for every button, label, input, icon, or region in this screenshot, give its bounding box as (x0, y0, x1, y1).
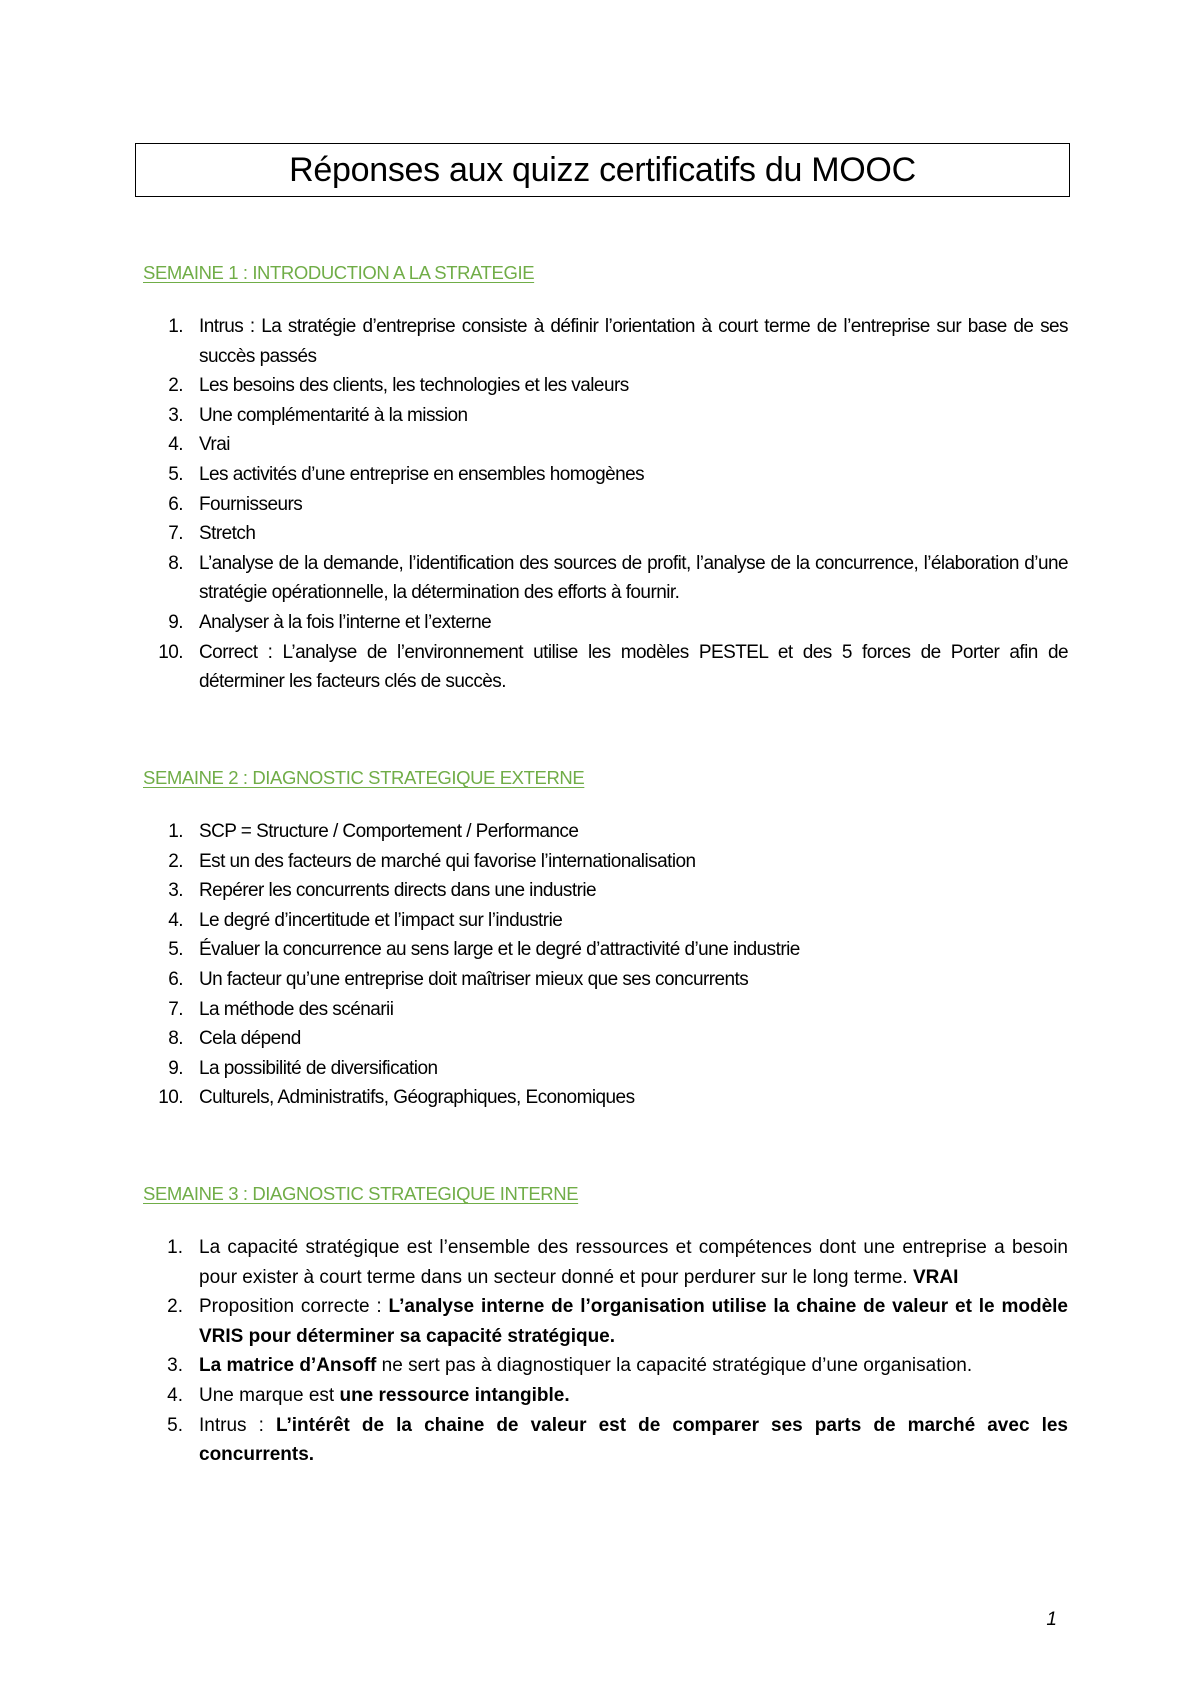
list-item-text: La méthode des scénarii (199, 998, 394, 1020)
list-item-number: 8. (168, 552, 183, 574)
list-item-text: Analyser à la fois l’interne et l’externe (199, 611, 492, 633)
list-item-number: 1. (168, 316, 183, 337)
list-item-number: 2. (168, 850, 183, 872)
text-run: Intrus : (199, 1414, 276, 1436)
list-item-number: 2. (167, 1296, 183, 1318)
list-item-number: 4. (168, 909, 183, 931)
bold-text: VRAI (912, 1266, 959, 1288)
list-item-text: Une complémentarité à la mission (199, 404, 468, 426)
list-item-text (199, 1381, 1068, 1411)
list-item-text: Un facteur qu’une entreprise doit maîtriser mieux que ses concurrents (199, 968, 749, 990)
list-item-text: Le degré d’incertitude et l’impact sur l’industrie (199, 909, 563, 931)
list-item-number: 7. (168, 998, 183, 1020)
week2-heading: SEMAINE 2 : DIAGNOSTIC STRATEGIQUE EXTERNE (143, 767, 585, 788)
list-item-number: 2. (168, 375, 183, 397)
week3-section (143, 1183, 1068, 1470)
week1-section (143, 262, 1068, 697)
list-item-number: 3. (168, 880, 183, 902)
list-item-number: 10. (158, 1087, 183, 1109)
week2-answer-list (143, 817, 1068, 1113)
list-item (143, 549, 1068, 608)
bold-text: La matrice d’Ansoff (199, 1355, 377, 1377)
list-item-number: 8. (168, 1028, 183, 1050)
list-item-text: Repérer les concurrents directs dans une industrie (199, 880, 597, 902)
document-title: Réponses aux quizz certificatifs du MOOC (135, 143, 1070, 197)
list-item-text: La possibilité de diversification (199, 1057, 438, 1079)
list-item-text: Culturels, Administratifs, Géographiques, Economiques (199, 1087, 635, 1109)
text-run: Proposition correcte : (199, 1296, 389, 1318)
list-item (143, 519, 1068, 549)
list-item-number: 4. (168, 434, 183, 456)
list-item (143, 965, 1068, 995)
list-item (143, 1054, 1068, 1084)
list-item-text: Les activités d’une entreprise en ensembles homogènes (199, 463, 645, 485)
list-item-text: Cela dépend (199, 1028, 301, 1050)
list-item (143, 1292, 1068, 1351)
list-item (143, 1024, 1068, 1054)
list-item (143, 935, 1068, 965)
week1-heading: SEMAINE 1 : INTRODUCTION A LA STRATEGIE (143, 262, 535, 283)
list-item-number: 6. (168, 968, 183, 990)
list-item (143, 847, 1068, 877)
list-item (143, 608, 1068, 638)
bold-text: L’analyse interne de l’organisation utilise la chaine de valeur et le modèle VRIS pour déterminer sa capacité stratégique. (199, 1296, 1068, 1347)
list-item (143, 312, 1068, 371)
list-item-text (199, 1292, 1068, 1351)
list-item-number: 4. (167, 1384, 183, 1406)
list-item (143, 906, 1068, 936)
list-item (143, 1083, 1068, 1113)
list-item-number: 9. (168, 1057, 183, 1079)
list-item-number: 5. (167, 1414, 183, 1436)
list-item-number: 7. (168, 523, 183, 545)
week3-answer-list (143, 1233, 1068, 1470)
list-item (143, 995, 1068, 1025)
list-item-text: Évaluer la concurrence au sens large et le degré d’attractivité d’une industrie (199, 939, 800, 961)
text-run: ne sert pas à diagnostiquer la capacité stratégique d’une organisation. (376, 1355, 973, 1377)
list-item-number: 3. (167, 1355, 183, 1377)
list-item-text: Est un des facteurs de marché qui favorise l’internationalisation (199, 850, 696, 872)
list-item-text: Les besoins des clients, les technologies et les valeurs (199, 375, 629, 397)
list-item (143, 460, 1068, 490)
text-run: La capacité stratégique est l’ensemble des ressources et compétences dont une entreprise a besoin pour exister à court terme dans un secteur donné et pour perdurer sur le long terme. (199, 1237, 1068, 1288)
list-item-text (199, 1233, 1068, 1292)
list-item (143, 1351, 1068, 1381)
list-item-text: L’analyse de la demande, l’identification des sources de profit, l’analyse de la concurrence, l’élaboration d’une stratégie opérationnelle, la détermination des efforts à fournir. (199, 552, 1068, 604)
list-item (143, 430, 1068, 460)
list-item-number: 1. (168, 821, 183, 842)
list-item (143, 490, 1068, 520)
text-run: Une marque est (199, 1384, 340, 1406)
bold-text: une ressource intangible. (339, 1384, 570, 1406)
week1-answer-list (143, 312, 1068, 697)
list-item-number: 5. (168, 939, 183, 961)
list-item (143, 1381, 1068, 1411)
list-item-text: Fournisseurs (199, 493, 303, 515)
list-item-text: Stretch (199, 523, 256, 545)
list-item-text: SCP = Structure / Comportement / Performance (199, 821, 579, 842)
list-item-text (199, 1351, 1068, 1381)
list-item (143, 1233, 1068, 1292)
page-number: 1 (1046, 1609, 1057, 1630)
list-item-text: Correct : L’analyse de l’environnement utilise les modèles PESTEL et des 5 forces de Porter afin de déterminer les facteurs clés de succès. (199, 641, 1068, 693)
list-item-text: Intrus : La stratégie d’entreprise consiste à définir l’orientation à court terme de l’entreprise sur base de ses succès passés (199, 316, 1068, 367)
list-item (143, 1411, 1068, 1470)
list-item-number: 3. (168, 404, 183, 426)
list-item (143, 817, 1068, 847)
list-item (143, 876, 1068, 906)
week2-section (143, 767, 1068, 1113)
list-item (143, 638, 1068, 697)
bold-text: L’intérêt de la chaine de valeur est de comparer ses parts de marché avec les concurrents. (199, 1414, 1068, 1466)
week3-heading: SEMAINE 3 : DIAGNOSTIC STRATEGIQUE INTERNE (143, 1183, 579, 1204)
list-item-number: 9. (168, 611, 183, 633)
list-item-number: 1. (167, 1237, 183, 1258)
list-item (143, 371, 1068, 401)
list-item-number: 6. (168, 493, 183, 515)
list-item-number: 5. (168, 463, 183, 485)
list-item-text: Vrai (199, 434, 230, 456)
list-item-text (199, 1411, 1068, 1470)
list-item-number: 10. (158, 641, 183, 663)
list-item (143, 401, 1068, 431)
